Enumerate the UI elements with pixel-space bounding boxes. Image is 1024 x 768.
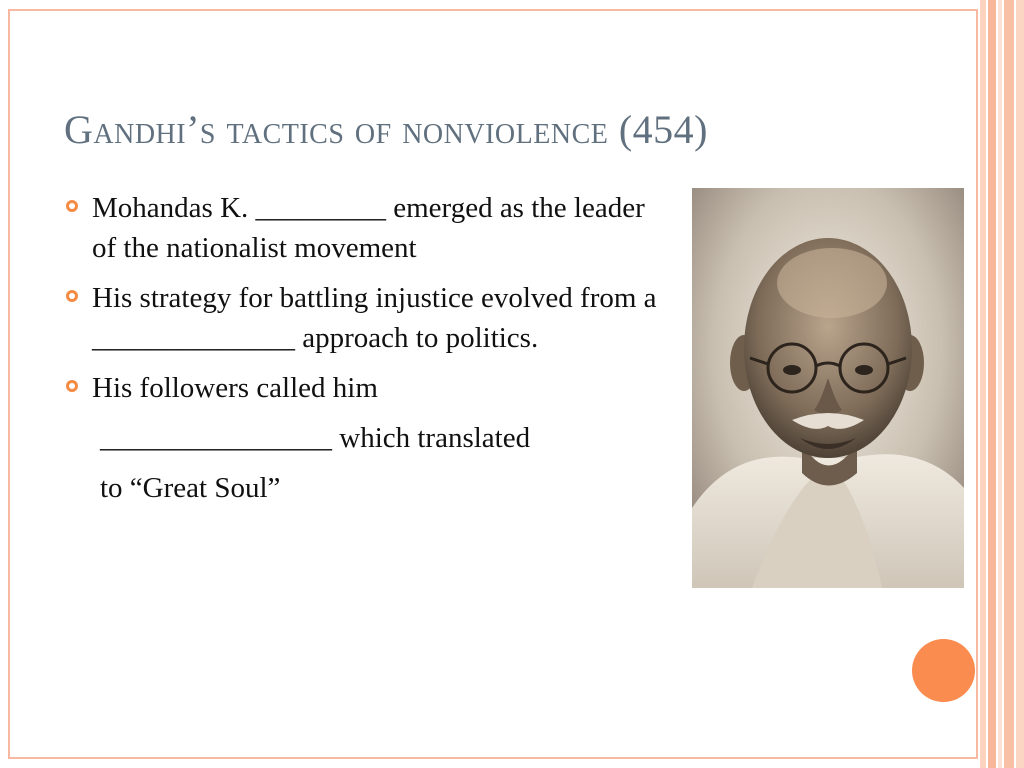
bullet-text: Mohandas K. _________ emerged as the leader of the nationalist movement: [92, 192, 645, 264]
bullet-item: [66, 368, 666, 408]
bullet-item: [66, 188, 666, 268]
slide-title: Gandhi’s tactics of nonviolence (454): [64, 107, 708, 152]
continuation-line: to “Great Soul”: [100, 472, 281, 504]
bullet-icon: [66, 290, 78, 302]
decorative-circle: [912, 639, 975, 702]
bullet-item: [66, 278, 666, 358]
bullet-icon: [66, 380, 78, 392]
continuation-line: ________________ which translated: [100, 422, 531, 454]
bullet-text: His strategy for battling injustice evolved from a ______________ approach to politics.: [92, 282, 657, 354]
bullet-list: [66, 188, 666, 508]
decorative-stripes: [980, 0, 1024, 768]
bullet-text: His followers called him: [92, 372, 378, 404]
bullet-icon: [66, 200, 78, 212]
portrait-photo: [692, 188, 964, 588]
